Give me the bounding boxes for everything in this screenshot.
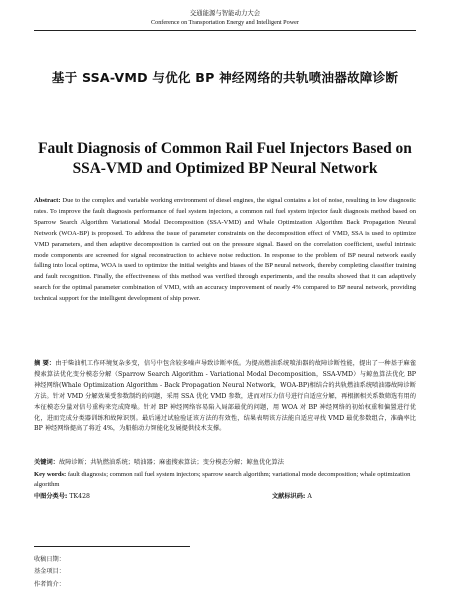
footnote-received: 收稿日期： (34, 556, 65, 563)
page-title-en: Fault Diagnosis of Common Rail Fuel Injectors Based on SSA-VMD and Optimized BP Neural Network (38, 140, 412, 177)
footnotes (34, 554, 65, 591)
keywords-cn-text: 故障诊断；共轨燃油系统；喷油器；麻雀搜索算法；变分模态分解；鲸鱼优化算法 (59, 459, 284, 466)
abstract-cn-label: 摘 要： (34, 360, 56, 367)
conference-name-cn: 交通能源与智能动力大会 (189, 9, 261, 17)
footnote-author: 作者简介： (34, 580, 65, 588)
keywords-cn (34, 458, 416, 468)
page-header (0, 9, 450, 27)
abstract-en-label: Abstract: (34, 197, 61, 204)
footnote-fund: 基金项目： (34, 568, 65, 576)
keywords-en-label: Key words: (34, 471, 67, 478)
abstract-en (34, 196, 416, 305)
doc-code-label: 文献标识码: (272, 493, 306, 500)
keywords-en-text: fault diagnosis; common rail fuel system injectors; sparrow search algorithm; variational mode decomposition; whale optimization algorithm (34, 471, 411, 489)
abstract-en-text: Due to the complex and variable working environment of diesel engines, the signal contains a lot of noise, resulting in low diagnostic rates. To improve the fault diagnosis performance of fuel system injectors, a common rail fuel system injector fault diagnosis method based on Sparrow Search Algorithm Variational Modal Decomposition (SSA-VMD) and Whale Optimization Algorithm Back Propagation Neural Network (WOA-BP) is proposed. To address the issue of parameter constraints on the decomposition effect of VMD, SSA is used to optimize VMD parameters, and then adaptive decomposition is carried out on the pressure signal. Based on the correlation coefficient, useful intrinsic mode components are screened for signal reconstruction to achieve noise reduction. In response to the problem of BP neural network easily falling into local optima, WOA is used to optimize the initial weights and biases of the BP neural network, thereby completing classifier training and fault recognition. Finally, the effectiveness of this method was verified through experiments, and the results showed that it can adaptively search for the optimal parameter combination of VMD, with an accuracy improvement of nearly 4% compared to BP neural network, providing technical support for the intelligent development of ship power. (34, 197, 416, 303)
footnote-divider (34, 546, 190, 547)
clc-number (34, 491, 90, 500)
keywords-en (34, 470, 416, 491)
doc-code-value: A (307, 493, 312, 500)
abstract-cn (34, 359, 416, 435)
clc-value: TK428 (69, 493, 90, 500)
abstract-cn-text: 由于柴油机工作环境复杂多变，信号中包含较多噪声导致诊断率低。为提高燃油系统喷油器的故障诊断性能，提出了一种基于麻雀搜索算法优化变分模态分解（Sparrow Search Algorithm - Variational Modal Decomposition，SSA-VMD）与鲸鱼算法优化 BP 神经网络(Whale Optimization Algorithm - Back Propagation Neural Network，WOA-BP)相结合的共轨燃油系统喷油器故障诊断方法。针对 VMD 分解效果受参数制约的问题，采用 SSA 优化 VMD 参数，进而对压力信号进行自适应分解，再根据相关系数筛选有用的本征模态分量对信号重构来完成降噪。针对 BP 神经网络容易陷入局部最优的问题，用 WOA 对 BP 神经网络的初始权重和偏置进行优化，进而完成分类器训练和故障识别。最后通过试验验证该方法的有效性，结果表明该方法能自适应寻找 VMD 最优参数组合，准确率比 BP 神经网络提高了将近 4%，为船舶动力智能化发展提供技术支撑。 (34, 360, 416, 433)
page-title-cn: 基于 SSA-VMD 与优化 BP 神经网络的共轨喷油器故障诊断 (51, 70, 399, 85)
header-divider (34, 30, 416, 31)
document-code (272, 491, 312, 500)
keywords-cn-label: 关键词： (34, 459, 59, 466)
clc-label: 中图分类号: (34, 493, 68, 500)
conference-name-en: Conference on Transportation Energy and Intelligent Power (150, 19, 299, 26)
classification-row (34, 491, 416, 501)
